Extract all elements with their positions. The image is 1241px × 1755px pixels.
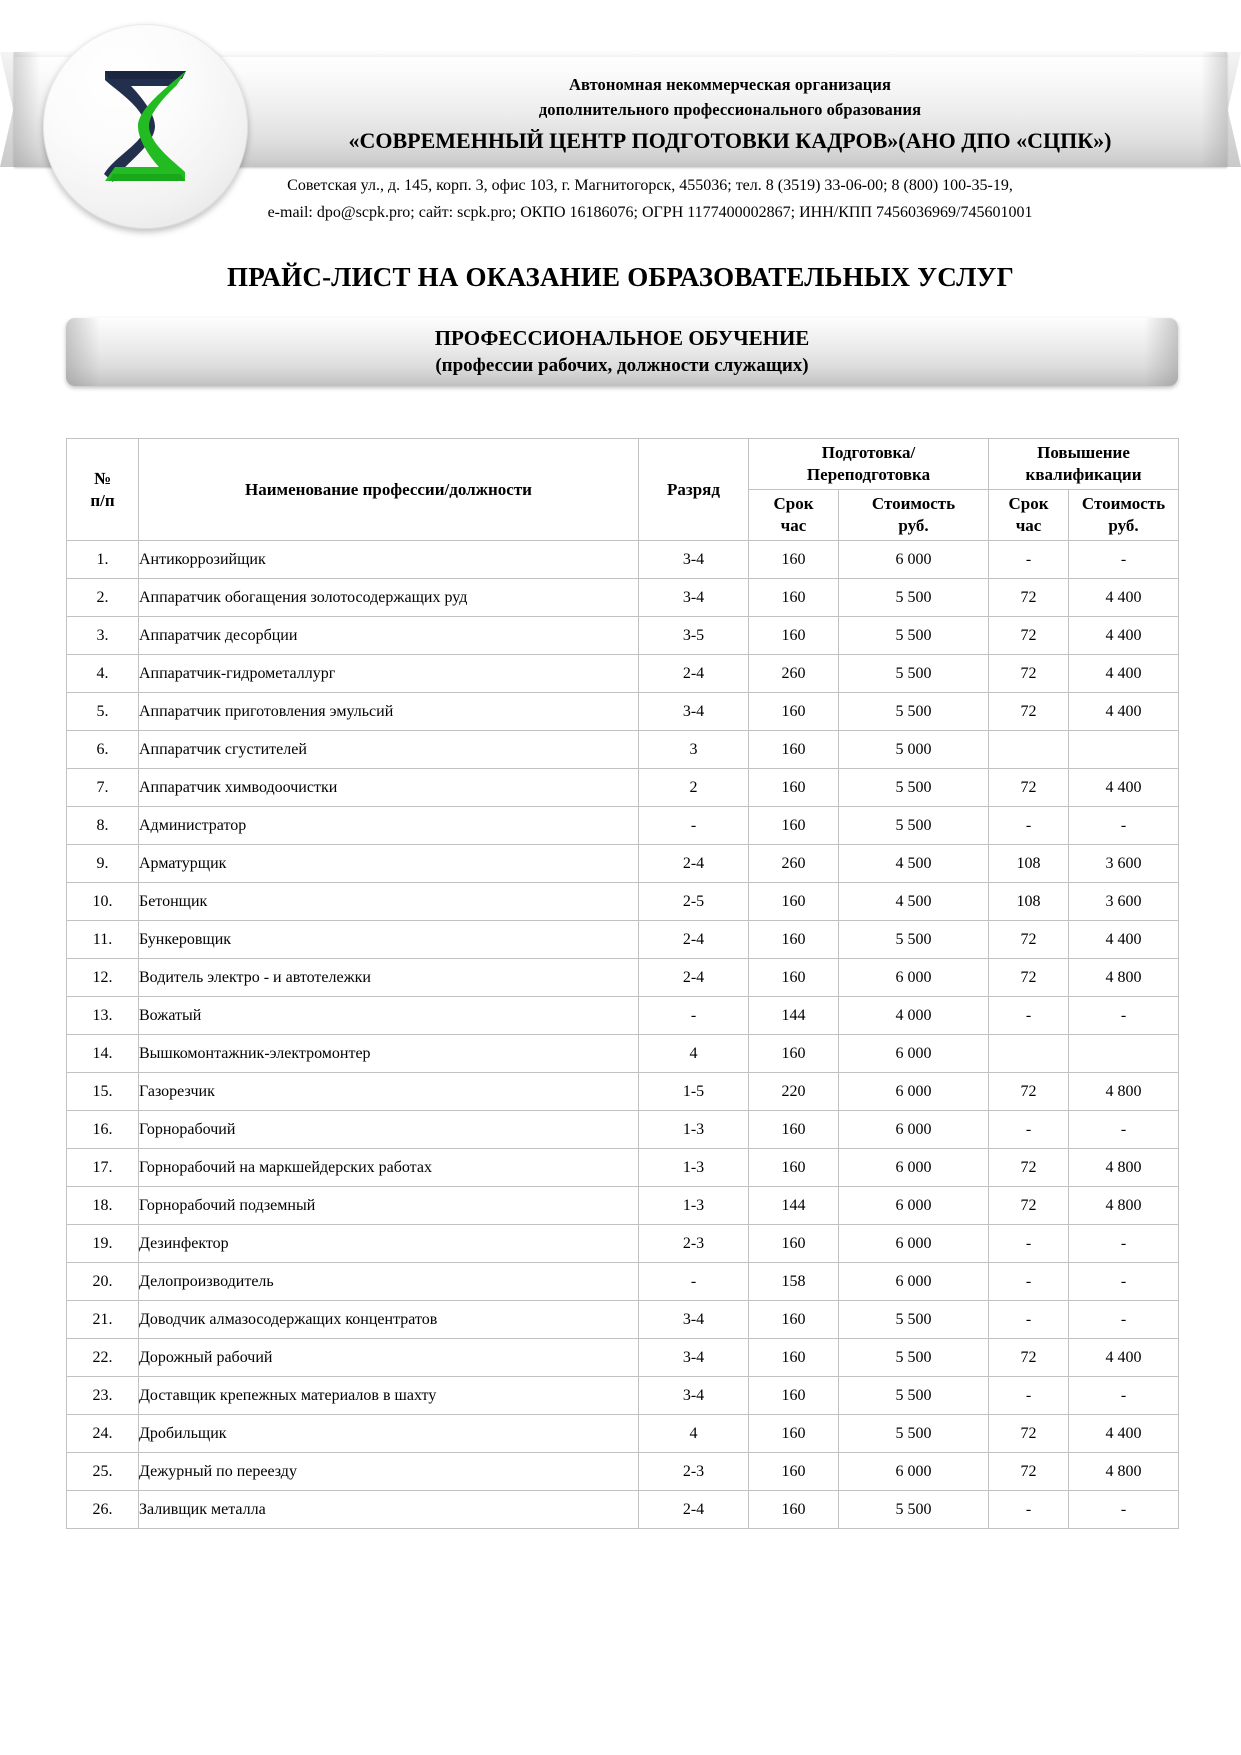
cell-qual-cost: 4 800	[1069, 1187, 1179, 1225]
cell-grade: 2-4	[639, 959, 749, 997]
cell-no: 4.	[67, 655, 139, 693]
cell-prep-cost: 5 500	[839, 921, 989, 959]
cell-name: Заливщик металла	[139, 1491, 639, 1529]
cell-qual-cost: -	[1069, 1225, 1179, 1263]
cell-qual-cost: -	[1069, 541, 1179, 579]
cell-prep-hours: 160	[749, 731, 839, 769]
cell-prep-hours: 160	[749, 1225, 839, 1263]
cell-qual-hours: -	[989, 1491, 1069, 1529]
cell-prep-cost: 6 000	[839, 1225, 989, 1263]
org-line-2: дополнительного профессионального образования	[538, 100, 922, 119]
cell-qual-hours: 72	[989, 1415, 1069, 1453]
cell-qual-hours	[989, 1035, 1069, 1073]
cell-name: Газорезчик	[139, 1073, 639, 1111]
qual-term-line2: час	[1015, 516, 1042, 535]
cell-qual-cost: 4 400	[1069, 1415, 1179, 1453]
cell-no: 26.	[67, 1491, 139, 1529]
cell-no: 3.	[67, 617, 139, 655]
cell-grade: 3-5	[639, 617, 749, 655]
cell-qual-cost: -	[1069, 1301, 1179, 1339]
cell-prep-cost: 5 500	[839, 1377, 989, 1415]
cell-grade: 2-5	[639, 883, 749, 921]
cell-grade: -	[639, 1263, 749, 1301]
cell-prep-hours: 160	[749, 769, 839, 807]
cell-no: 2.	[67, 579, 139, 617]
cell-no: 10.	[67, 883, 139, 921]
cell-prep-cost: 5 000	[839, 731, 989, 769]
group-header-qualification-line1: Повышение	[1037, 443, 1130, 462]
cell-prep-cost: 6 000	[839, 1187, 989, 1225]
cell-qual-hours: -	[989, 1301, 1069, 1339]
cell-prep-cost: 6 000	[839, 1073, 989, 1111]
cell-prep-cost: 5 500	[839, 693, 989, 731]
cell-name: Дробильщик	[139, 1415, 639, 1453]
cell-prep-hours: 160	[749, 1035, 839, 1073]
cell-name: Делопроизводитель	[139, 1263, 639, 1301]
table-header-row-group	[67, 439, 1179, 490]
table-row	[67, 921, 1179, 959]
qual-cost-line1: Стоимость	[1081, 494, 1166, 513]
column-header-qual-term	[989, 490, 1069, 541]
cell-qual-cost: 4 800	[1069, 959, 1179, 997]
price-list-table	[66, 438, 1179, 1529]
table-row	[67, 655, 1179, 693]
cell-grade: 4	[639, 1415, 749, 1453]
cell-name: Дезинфектор	[139, 1225, 639, 1263]
column-header-qual-cost	[1069, 490, 1179, 541]
cell-prep-hours: 144	[749, 1187, 839, 1225]
cell-no: 6.	[67, 731, 139, 769]
table-row	[67, 541, 1179, 579]
cell-grade: -	[639, 997, 749, 1035]
cell-name: Вышкомонтажник-электромонтер	[139, 1035, 639, 1073]
cell-name: Администратор	[139, 807, 639, 845]
hourglass-logo-icon	[43, 24, 248, 229]
cell-name: Дежурный по переезду	[139, 1453, 639, 1491]
cell-qual-cost: 4 400	[1069, 579, 1179, 617]
cell-no: 16.	[67, 1111, 139, 1149]
cell-name: Аппаратчик химводоочистки	[139, 769, 639, 807]
table-row	[67, 1073, 1179, 1111]
table-row	[67, 1301, 1179, 1339]
column-header-number-line1: №	[93, 468, 112, 488]
org-line-1: Автономная некоммерческая организация	[568, 75, 892, 94]
cell-grade: 1-3	[639, 1111, 749, 1149]
ribbon-bevel-left	[14, 52, 40, 167]
cell-prep-cost: 5 500	[839, 655, 989, 693]
cell-prep-hours: 160	[749, 883, 839, 921]
cell-qual-hours: 72	[989, 1187, 1069, 1225]
cell-prep-cost: 4 500	[839, 883, 989, 921]
cell-no: 9.	[67, 845, 139, 883]
cell-prep-cost: 5 500	[839, 617, 989, 655]
cell-name: Горнорабочий подземный	[139, 1187, 639, 1225]
cell-no: 18.	[67, 1187, 139, 1225]
cell-grade: 2-4	[639, 655, 749, 693]
cell-name: Дорожный рабочий	[139, 1339, 639, 1377]
qual-cost-line2: руб.	[1108, 516, 1139, 535]
cell-grade: 2-3	[639, 1225, 749, 1263]
table-row	[67, 1149, 1179, 1187]
table-row	[67, 579, 1179, 617]
cell-prep-cost: 5 500	[839, 1415, 989, 1453]
cell-grade: 3	[639, 731, 749, 769]
prep-cost-line1: Стоимость	[871, 494, 956, 513]
cell-no: 14.	[67, 1035, 139, 1073]
cell-prep-cost: 5 500	[839, 807, 989, 845]
cell-name: Водитель электро - и автотележки	[139, 959, 639, 997]
page-title: ПРАЙС-ЛИСТ НА ОКАЗАНИЕ ОБРАЗОВАТЕЛЬНЫХ УСЛУГ	[227, 262, 1014, 292]
cell-no: 5.	[67, 693, 139, 731]
cell-prep-cost: 4 000	[839, 997, 989, 1035]
cell-qual-cost: 4 400	[1069, 617, 1179, 655]
cell-no: 25.	[67, 1453, 139, 1491]
cell-qual-cost: 4 400	[1069, 693, 1179, 731]
organization-logo	[43, 24, 248, 229]
cell-qual-hours: -	[989, 1225, 1069, 1263]
prep-term-line1: Срок	[773, 494, 814, 513]
cell-qual-hours: 72	[989, 617, 1069, 655]
table-row	[67, 1225, 1179, 1263]
section-title: ПРОФЕССИОНАЛЬНОЕ ОБУЧЕНИЕ	[434, 326, 810, 350]
cell-grade: 1-5	[639, 1073, 749, 1111]
cell-qual-hours: 72	[989, 1149, 1069, 1187]
cell-qual-cost: -	[1069, 1263, 1179, 1301]
table-row	[67, 1111, 1179, 1149]
cell-qual-cost	[1069, 731, 1179, 769]
cell-name: Доводчик алмазосодержащих концентратов	[139, 1301, 639, 1339]
cell-prep-hours: 160	[749, 1377, 839, 1415]
cell-no: 13.	[67, 997, 139, 1035]
cell-qual-hours: 72	[989, 693, 1069, 731]
cell-prep-cost: 5 500	[839, 579, 989, 617]
cell-qual-hours: 72	[989, 959, 1069, 997]
table-row	[67, 807, 1179, 845]
cell-grade: 1-3	[639, 1149, 749, 1187]
cell-qual-cost: 4 800	[1069, 1453, 1179, 1491]
cell-name: Антикоррозийщик	[139, 541, 639, 579]
table-row	[67, 883, 1179, 921]
cell-prep-hours: 158	[749, 1263, 839, 1301]
cell-prep-hours: 160	[749, 541, 839, 579]
table-body	[67, 541, 1179, 1529]
cell-name: Доставщик крепежных материалов в шахту	[139, 1377, 639, 1415]
cell-qual-hours: -	[989, 1263, 1069, 1301]
cell-no: 7.	[67, 769, 139, 807]
cell-qual-cost: 4 400	[1069, 769, 1179, 807]
column-header-prep-term	[749, 490, 839, 541]
cell-no: 11.	[67, 921, 139, 959]
organization-name-block	[230, 72, 1230, 157]
cell-prep-cost: 4 500	[839, 845, 989, 883]
cell-qual-hours: -	[989, 997, 1069, 1035]
cell-qual-hours: 108	[989, 845, 1069, 883]
table-row	[67, 617, 1179, 655]
cell-name: Арматурщик	[139, 845, 639, 883]
cell-name: Бетонщик	[139, 883, 639, 921]
table-row	[67, 1377, 1179, 1415]
cell-no: 23.	[67, 1377, 139, 1415]
cell-grade: 4	[639, 1035, 749, 1073]
cell-prep-hours: 160	[749, 693, 839, 731]
cell-no: 19.	[67, 1225, 139, 1263]
document-header	[0, 0, 1241, 250]
table-row	[67, 1035, 1179, 1073]
cell-qual-hours: 72	[989, 921, 1069, 959]
table-row	[67, 769, 1179, 807]
org-line-3: «СОВРЕМЕННЫЙ ЦЕНТР ПОДГОТОВКИ КАДРОВ»(АНО ДПО «СЦПК»)	[348, 128, 1112, 153]
cell-prep-hours: 160	[749, 1301, 839, 1339]
section-banner-text	[66, 318, 1178, 379]
cell-name: Аппаратчик-гидрометаллург	[139, 655, 639, 693]
cell-prep-cost: 5 500	[839, 1339, 989, 1377]
cell-prep-cost: 6 000	[839, 1035, 989, 1073]
cell-qual-hours	[989, 731, 1069, 769]
column-header-profession-name: Наименование профессии/должности	[139, 439, 639, 541]
cell-prep-hours: 160	[749, 1491, 839, 1529]
table-row	[67, 1187, 1179, 1225]
cell-prep-cost: 6 000	[839, 1149, 989, 1187]
column-header-number-line2: п/п	[90, 490, 115, 510]
table-row	[67, 1453, 1179, 1491]
cell-no: 8.	[67, 807, 139, 845]
cell-prep-hours: 160	[749, 1111, 839, 1149]
cell-prep-hours: 160	[749, 921, 839, 959]
prep-cost-line2: руб.	[898, 516, 929, 535]
cell-name: Горнорабочий	[139, 1111, 639, 1149]
cell-prep-cost: 6 000	[839, 1263, 989, 1301]
cell-grade: 3-4	[639, 1339, 749, 1377]
cell-no: 12.	[67, 959, 139, 997]
cell-name: Бункеровщик	[139, 921, 639, 959]
cell-prep-hours: 260	[749, 655, 839, 693]
column-header-grade: Разряд	[639, 439, 749, 541]
cell-prep-cost: 6 000	[839, 1111, 989, 1149]
cell-prep-hours: 160	[749, 959, 839, 997]
cell-qual-hours: 72	[989, 655, 1069, 693]
cell-name: Вожатый	[139, 997, 639, 1035]
cell-grade: 2-4	[639, 1491, 749, 1529]
cell-no: 15.	[67, 1073, 139, 1111]
cell-prep-hours: 160	[749, 1149, 839, 1187]
cell-grade: -	[639, 807, 749, 845]
table-row	[67, 1339, 1179, 1377]
cell-qual-cost: 3 600	[1069, 845, 1179, 883]
cell-qual-cost: -	[1069, 997, 1179, 1035]
cell-prep-cost: 6 000	[839, 959, 989, 997]
table-row	[67, 693, 1179, 731]
cell-qual-hours: 72	[989, 1073, 1069, 1111]
group-header-preparation-line1: Подготовка/	[821, 443, 916, 462]
cell-grade: 2-4	[639, 845, 749, 883]
cell-prep-hours: 160	[749, 579, 839, 617]
cell-qual-cost: -	[1069, 1491, 1179, 1529]
cell-grade: 2-4	[639, 921, 749, 959]
organization-contacts-block	[130, 172, 1170, 226]
cell-prep-hours: 144	[749, 997, 839, 1035]
cell-no: 22.	[67, 1339, 139, 1377]
cell-prep-hours: 160	[749, 617, 839, 655]
cell-qual-hours: 72	[989, 769, 1069, 807]
column-group-header-preparation	[749, 439, 989, 490]
column-header-number	[67, 439, 139, 541]
cell-qual-hours: -	[989, 1111, 1069, 1149]
cell-prep-cost: 5 500	[839, 1491, 989, 1529]
cell-no: 24.	[67, 1415, 139, 1453]
table-row	[67, 959, 1179, 997]
cell-grade: 2	[639, 769, 749, 807]
qual-term-line1: Срок	[1008, 494, 1049, 513]
contact-line-address-phone: Советская ул., д. 145, корп. 3, офис 103, г. Магнитогорск, 455036; тел. 8 (3519) 33-06-00; 8 (800) 100-35-19,	[287, 177, 1013, 194]
cell-prep-hours: 160	[749, 1453, 839, 1491]
cell-qual-hours: -	[989, 541, 1069, 579]
cell-qual-cost: 4 800	[1069, 1073, 1179, 1111]
cell-no: 20.	[67, 1263, 139, 1301]
cell-qual-hours: 72	[989, 579, 1069, 617]
cell-prep-cost: 6 000	[839, 1453, 989, 1491]
table-row	[67, 1263, 1179, 1301]
cell-prep-hours: 160	[749, 1415, 839, 1453]
cell-grade: 3-4	[639, 1377, 749, 1415]
cell-no: 17.	[67, 1149, 139, 1187]
cell-grade: 3-4	[639, 541, 749, 579]
cell-qual-cost: 4 800	[1069, 1149, 1179, 1187]
cell-name: Горнорабочий на маркшейдерских работах	[139, 1149, 639, 1187]
cell-prep-hours: 260	[749, 845, 839, 883]
cell-prep-hours: 160	[749, 807, 839, 845]
cell-name: Аппаратчик обогащения золотосодержащих руд	[139, 579, 639, 617]
group-header-qualification-line2: квалификации	[1025, 465, 1142, 484]
cell-prep-hours: 220	[749, 1073, 839, 1111]
table-header	[67, 439, 1179, 541]
cell-prep-cost: 6 000	[839, 541, 989, 579]
cell-qual-cost: -	[1069, 1377, 1179, 1415]
cell-grade: 3-4	[639, 693, 749, 731]
cell-qual-cost	[1069, 1035, 1179, 1073]
cell-prep-cost: 5 500	[839, 769, 989, 807]
cell-grade: 3-4	[639, 1301, 749, 1339]
cell-grade: 1-3	[639, 1187, 749, 1225]
cell-qual-hours: 72	[989, 1453, 1069, 1491]
contact-line-email-registry: e-mail: dpo@scpk.pro; сайт: scpk.pro; ОКПО 16186076; ОГРН 1177400002867; ИНН/КПП 7456036969/745601001	[267, 204, 1033, 221]
cell-qual-hours: -	[989, 1377, 1069, 1415]
cell-qual-hours: 72	[989, 1339, 1069, 1377]
cell-qual-cost: 4 400	[1069, 655, 1179, 693]
table-row	[67, 1415, 1179, 1453]
cell-qual-cost: 3 600	[1069, 883, 1179, 921]
cell-qual-hours: 108	[989, 883, 1069, 921]
cell-grade: 2-3	[639, 1453, 749, 1491]
cell-no: 1.	[67, 541, 139, 579]
prep-term-line2: час	[780, 516, 807, 535]
group-header-preparation-line2: Переподготовка	[806, 465, 931, 484]
cell-qual-cost: 4 400	[1069, 1339, 1179, 1377]
cell-prep-cost: 5 500	[839, 1301, 989, 1339]
section-subtitle: (профессии рабочих, должности служащих)	[435, 355, 809, 376]
cell-grade: 3-4	[639, 579, 749, 617]
cell-prep-hours: 160	[749, 1339, 839, 1377]
section-banner	[66, 318, 1178, 386]
cell-name: Аппаратчик сгустителей	[139, 731, 639, 769]
column-header-prep-cost	[839, 490, 989, 541]
cell-qual-cost: -	[1069, 807, 1179, 845]
cell-qual-hours: -	[989, 807, 1069, 845]
table-row	[67, 997, 1179, 1035]
table-row	[67, 1491, 1179, 1529]
cell-name: Аппаратчик десорбции	[139, 617, 639, 655]
column-group-header-qualification	[989, 439, 1179, 490]
cell-name: Аппаратчик приготовления эмульсий	[139, 693, 639, 731]
table-row	[67, 845, 1179, 883]
cell-qual-cost: -	[1069, 1111, 1179, 1149]
cell-qual-cost: 4 400	[1069, 921, 1179, 959]
cell-no: 21.	[67, 1301, 139, 1339]
table-row	[67, 731, 1179, 769]
